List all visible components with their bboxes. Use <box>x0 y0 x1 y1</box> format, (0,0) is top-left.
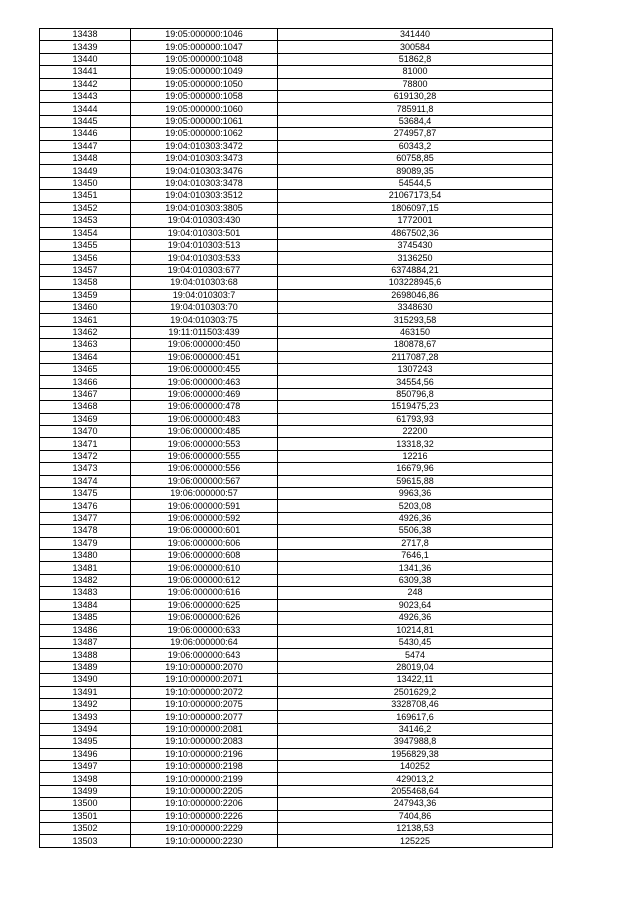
value-cell: 180878,67 <box>278 339 553 351</box>
row-number-cell: 13460 <box>40 301 131 313</box>
value-cell: 13422,11 <box>278 674 553 686</box>
cadastral-number-cell: 19:05:000000:1058 <box>131 91 278 103</box>
row-number-cell: 13463 <box>40 339 131 351</box>
value-cell: 4867502,36 <box>278 227 553 239</box>
value-cell: 1956829,38 <box>278 748 553 760</box>
table-row <box>40 202 553 214</box>
value-cell: 59615,88 <box>278 475 553 487</box>
cadastral-number-cell: 19:06:000000:643 <box>131 649 278 661</box>
cadastral-number-cell: 19:06:000000:469 <box>131 388 278 400</box>
value-cell: 1519475,23 <box>278 401 553 413</box>
cadastral-number-cell: 19:04:010303:3473 <box>131 153 278 165</box>
cadastral-number-cell: 19:10:000000:2205 <box>131 785 278 797</box>
value-cell: 60343,2 <box>278 140 553 152</box>
cadastral-number-cell: 19:05:000000:1046 <box>131 29 278 41</box>
row-number-cell: 13477 <box>40 512 131 524</box>
table-row <box>40 314 553 326</box>
table-row <box>40 835 553 847</box>
value-cell: 2501629,2 <box>278 686 553 698</box>
row-number-cell: 13444 <box>40 103 131 115</box>
row-number-cell: 13490 <box>40 674 131 686</box>
cadastral-number-cell: 19:04:010303:533 <box>131 252 278 264</box>
table-row <box>40 41 553 53</box>
row-number-cell: 13483 <box>40 587 131 599</box>
cadastral-number-cell: 19:10:000000:2072 <box>131 686 278 698</box>
table-row <box>40 153 553 165</box>
cadastral-number-cell: 19:06:000000:556 <box>131 463 278 475</box>
row-number-cell: 13491 <box>40 686 131 698</box>
value-cell: 60758,85 <box>278 153 553 165</box>
data-table <box>39 28 553 848</box>
table-row <box>40 773 553 785</box>
row-number-cell: 13439 <box>40 41 131 53</box>
cadastral-number-cell: 19:06:000000:592 <box>131 512 278 524</box>
value-cell: 5203,08 <box>278 500 553 512</box>
value-cell: 619130,28 <box>278 91 553 103</box>
cadastral-number-cell: 19:04:010303:3476 <box>131 165 278 177</box>
row-number-cell: 13440 <box>40 53 131 65</box>
row-number-cell: 13457 <box>40 264 131 276</box>
cadastral-number-cell: 19:06:000000:567 <box>131 475 278 487</box>
value-cell: 53684,4 <box>278 115 553 127</box>
table-row <box>40 376 553 388</box>
value-cell: 21067173,54 <box>278 190 553 202</box>
row-number-cell: 13474 <box>40 475 131 487</box>
cadastral-number-cell: 19:06:000000:608 <box>131 550 278 562</box>
cadastral-number-cell: 19:05:000000:1047 <box>131 41 278 53</box>
table-row <box>40 140 553 152</box>
table-row <box>40 438 553 450</box>
row-number-cell: 13454 <box>40 227 131 239</box>
table-row <box>40 190 553 202</box>
cadastral-number-cell: 19:06:000000:610 <box>131 562 278 574</box>
value-cell: 9963,36 <box>278 488 553 500</box>
table-row <box>40 277 553 289</box>
cadastral-number-cell: 19:05:000000:1060 <box>131 103 278 115</box>
cadastral-number-cell: 19:05:000000:1050 <box>131 78 278 90</box>
row-number-cell: 13462 <box>40 326 131 338</box>
table-row <box>40 264 553 276</box>
value-cell: 3348630 <box>278 301 553 313</box>
cadastral-number-cell: 19:10:000000:2071 <box>131 674 278 686</box>
table-row <box>40 785 553 797</box>
cadastral-number-cell: 19:10:000000:2230 <box>131 835 278 847</box>
row-number-cell: 13445 <box>40 115 131 127</box>
cadastral-number-cell: 19:06:000000:463 <box>131 376 278 388</box>
row-number-cell: 13461 <box>40 314 131 326</box>
table-row <box>40 537 553 549</box>
table-row <box>40 289 553 301</box>
value-cell: 125225 <box>278 835 553 847</box>
table-row <box>40 239 553 251</box>
table-row <box>40 66 553 78</box>
value-cell: 3947988,8 <box>278 736 553 748</box>
table-row <box>40 636 553 648</box>
table-row <box>40 624 553 636</box>
value-cell: 169617,6 <box>278 711 553 723</box>
table-row <box>40 103 553 115</box>
table-row <box>40 339 553 351</box>
row-number-cell: 13492 <box>40 698 131 710</box>
cadastral-number-cell: 19:06:000000:555 <box>131 450 278 462</box>
cadastral-number-cell: 19:06:000000:616 <box>131 587 278 599</box>
cadastral-number-cell: 19:04:010303:430 <box>131 215 278 227</box>
row-number-cell: 13472 <box>40 450 131 462</box>
value-cell: 315293,58 <box>278 314 553 326</box>
cadastral-number-cell: 19:06:000000:553 <box>131 438 278 450</box>
row-number-cell: 13494 <box>40 723 131 735</box>
cadastral-number-cell: 19:10:000000:2226 <box>131 810 278 822</box>
value-cell: 9023,64 <box>278 599 553 611</box>
row-number-cell: 13443 <box>40 91 131 103</box>
cadastral-number-cell: 19:06:000000:64 <box>131 636 278 648</box>
row-number-cell: 13502 <box>40 823 131 835</box>
row-number-cell: 13465 <box>40 363 131 375</box>
cadastral-number-cell: 19:10:000000:2081 <box>131 723 278 735</box>
table-row <box>40 177 553 189</box>
table-row <box>40 711 553 723</box>
table-row <box>40 91 553 103</box>
value-cell: 12216 <box>278 450 553 462</box>
cadastral-number-cell: 19:10:000000:2229 <box>131 823 278 835</box>
value-cell: 81000 <box>278 66 553 78</box>
table-row <box>40 599 553 611</box>
cadastral-number-cell: 19:05:000000:1049 <box>131 66 278 78</box>
row-number-cell: 13438 <box>40 29 131 41</box>
row-number-cell: 13470 <box>40 426 131 438</box>
value-cell: 2055468,64 <box>278 785 553 797</box>
table-row <box>40 823 553 835</box>
value-cell: 61793,93 <box>278 413 553 425</box>
cadastral-number-cell: 19:06:000000:612 <box>131 574 278 586</box>
value-cell: 140252 <box>278 760 553 772</box>
row-number-cell: 13489 <box>40 661 131 673</box>
row-number-cell: 13498 <box>40 773 131 785</box>
value-cell: 2117087,28 <box>278 351 553 363</box>
value-cell: 78800 <box>278 78 553 90</box>
value-cell: 785911,8 <box>278 103 553 115</box>
table-row <box>40 252 553 264</box>
row-number-cell: 13473 <box>40 463 131 475</box>
cadastral-number-cell: 19:04:010303:3478 <box>131 177 278 189</box>
cadastral-number-cell: 19:10:000000:2070 <box>131 661 278 673</box>
value-cell: 1341,36 <box>278 562 553 574</box>
value-cell: 3745430 <box>278 239 553 251</box>
row-number-cell: 13481 <box>40 562 131 574</box>
table-body <box>40 29 553 848</box>
row-number-cell: 13488 <box>40 649 131 661</box>
row-number-cell: 13456 <box>40 252 131 264</box>
cadastral-number-cell: 19:10:000000:2206 <box>131 798 278 810</box>
table-row <box>40 115 553 127</box>
value-cell: 4926,36 <box>278 612 553 624</box>
table-row <box>40 450 553 462</box>
value-cell: 2698046,86 <box>278 289 553 301</box>
table-row <box>40 587 553 599</box>
cadastral-number-cell: 19:04:010303:7 <box>131 289 278 301</box>
value-cell: 463150 <box>278 326 553 338</box>
row-number-cell: 13451 <box>40 190 131 202</box>
table-row <box>40 686 553 698</box>
row-number-cell: 13503 <box>40 835 131 847</box>
row-number-cell: 13485 <box>40 612 131 624</box>
row-number-cell: 13455 <box>40 239 131 251</box>
cadastral-number-cell: 19:04:010303:501 <box>131 227 278 239</box>
row-number-cell: 13484 <box>40 599 131 611</box>
row-number-cell: 13496 <box>40 748 131 760</box>
value-cell: 34146,2 <box>278 723 553 735</box>
table-row <box>40 748 553 760</box>
table-row <box>40 736 553 748</box>
value-cell: 341440 <box>278 29 553 41</box>
value-cell: 13318,32 <box>278 438 553 450</box>
cadastral-number-cell: 19:06:000000:483 <box>131 413 278 425</box>
value-cell: 12138,53 <box>278 823 553 835</box>
table-row <box>40 698 553 710</box>
cadastral-number-cell: 19:04:010303:75 <box>131 314 278 326</box>
cadastral-number-cell: 19:10:000000:2198 <box>131 760 278 772</box>
table-row <box>40 525 553 537</box>
table-row <box>40 674 553 686</box>
cadastral-number-cell: 19:05:000000:1061 <box>131 115 278 127</box>
cadastral-number-cell: 19:06:000000:450 <box>131 339 278 351</box>
row-number-cell: 13468 <box>40 401 131 413</box>
table-row <box>40 363 553 375</box>
cadastral-number-cell: 19:06:000000:625 <box>131 599 278 611</box>
table-row <box>40 661 553 673</box>
cadastral-number-cell: 19:10:000000:2196 <box>131 748 278 760</box>
table-row <box>40 810 553 822</box>
row-number-cell: 13442 <box>40 78 131 90</box>
value-cell: 28019,04 <box>278 661 553 673</box>
value-cell: 5506,38 <box>278 525 553 537</box>
cadastral-number-cell: 19:04:010303:677 <box>131 264 278 276</box>
value-cell: 89089,35 <box>278 165 553 177</box>
value-cell: 7646,1 <box>278 550 553 562</box>
row-number-cell: 13500 <box>40 798 131 810</box>
cadastral-number-cell: 19:06:000000:601 <box>131 525 278 537</box>
row-number-cell: 13467 <box>40 388 131 400</box>
table-row <box>40 500 553 512</box>
cadastral-number-cell: 19:06:000000:591 <box>131 500 278 512</box>
cadastral-number-cell: 19:05:000000:1062 <box>131 128 278 140</box>
cadastral-number-cell: 19:06:000000:57 <box>131 488 278 500</box>
value-cell: 22200 <box>278 426 553 438</box>
row-number-cell: 13452 <box>40 202 131 214</box>
table-row <box>40 550 553 562</box>
cadastral-number-cell: 19:06:000000:455 <box>131 363 278 375</box>
value-cell: 4926,36 <box>278 512 553 524</box>
table-row <box>40 574 553 586</box>
value-cell: 1806097,15 <box>278 202 553 214</box>
row-number-cell: 13469 <box>40 413 131 425</box>
row-number-cell: 13458 <box>40 277 131 289</box>
table-row <box>40 215 553 227</box>
table-row <box>40 401 553 413</box>
table-row <box>40 562 553 574</box>
table-row <box>40 512 553 524</box>
cadastral-number-cell: 19:10:000000:2083 <box>131 736 278 748</box>
value-cell: 3136250 <box>278 252 553 264</box>
cadastral-number-cell: 19:05:000000:1048 <box>131 53 278 65</box>
table-row <box>40 413 553 425</box>
value-cell: 2717,8 <box>278 537 553 549</box>
value-cell: 54544,5 <box>278 177 553 189</box>
table-row <box>40 612 553 624</box>
table-row <box>40 128 553 140</box>
row-number-cell: 13453 <box>40 215 131 227</box>
cadastral-number-cell: 19:06:000000:478 <box>131 401 278 413</box>
value-cell: 16679,96 <box>278 463 553 475</box>
value-cell: 1772001 <box>278 215 553 227</box>
cadastral-number-cell: 19:04:010303:513 <box>131 239 278 251</box>
row-number-cell: 13466 <box>40 376 131 388</box>
table-row <box>40 78 553 90</box>
table-row <box>40 798 553 810</box>
row-number-cell: 13450 <box>40 177 131 189</box>
table-row <box>40 723 553 735</box>
table-row <box>40 53 553 65</box>
table-row <box>40 488 553 500</box>
row-number-cell: 13471 <box>40 438 131 450</box>
table-row <box>40 29 553 41</box>
cadastral-number-cell: 19:06:000000:633 <box>131 624 278 636</box>
value-cell: 248 <box>278 587 553 599</box>
cadastral-number-cell: 19:06:000000:606 <box>131 537 278 549</box>
value-cell: 10214,81 <box>278 624 553 636</box>
table-row <box>40 463 553 475</box>
row-number-cell: 13464 <box>40 351 131 363</box>
cadastral-number-cell: 19:10:000000:2075 <box>131 698 278 710</box>
cadastral-number-cell: 19:04:010303:3805 <box>131 202 278 214</box>
cadastral-number-cell: 19:04:010303:68 <box>131 277 278 289</box>
table-row <box>40 326 553 338</box>
value-cell: 6309,38 <box>278 574 553 586</box>
cadastral-number-cell: 19:04:010303:3512 <box>131 190 278 202</box>
table-row <box>40 351 553 363</box>
row-number-cell: 13486 <box>40 624 131 636</box>
row-number-cell: 13501 <box>40 810 131 822</box>
value-cell: 7404,86 <box>278 810 553 822</box>
value-cell: 5474 <box>278 649 553 661</box>
row-number-cell: 13478 <box>40 525 131 537</box>
cadastral-number-cell: 19:06:000000:451 <box>131 351 278 363</box>
table-row <box>40 649 553 661</box>
cadastral-number-cell: 19:06:000000:485 <box>131 426 278 438</box>
value-cell: 34554,56 <box>278 376 553 388</box>
table-row <box>40 760 553 772</box>
value-cell: 274957,87 <box>278 128 553 140</box>
row-number-cell: 13475 <box>40 488 131 500</box>
row-number-cell: 13448 <box>40 153 131 165</box>
row-number-cell: 13446 <box>40 128 131 140</box>
row-number-cell: 13487 <box>40 636 131 648</box>
value-cell: 850796,8 <box>278 388 553 400</box>
value-cell: 429013,2 <box>278 773 553 785</box>
value-cell: 247943,36 <box>278 798 553 810</box>
row-number-cell: 13480 <box>40 550 131 562</box>
table-row <box>40 475 553 487</box>
row-number-cell: 13499 <box>40 785 131 797</box>
table-row <box>40 426 553 438</box>
table-row <box>40 388 553 400</box>
table-row <box>40 165 553 177</box>
value-cell: 1307243 <box>278 363 553 375</box>
value-cell: 51862,8 <box>278 53 553 65</box>
row-number-cell: 13497 <box>40 760 131 772</box>
value-cell: 103228945,6 <box>278 277 553 289</box>
row-number-cell: 13449 <box>40 165 131 177</box>
row-number-cell: 13459 <box>40 289 131 301</box>
value-cell: 6374884,21 <box>278 264 553 276</box>
row-number-cell: 13441 <box>40 66 131 78</box>
row-number-cell: 13447 <box>40 140 131 152</box>
cadastral-number-cell: 19:11:011503:439 <box>131 326 278 338</box>
cadastral-number-cell: 19:10:000000:2077 <box>131 711 278 723</box>
cadastral-number-cell: 19:04:010303:70 <box>131 301 278 313</box>
row-number-cell: 13493 <box>40 711 131 723</box>
row-number-cell: 13479 <box>40 537 131 549</box>
cadastral-number-cell: 19:04:010303:3472 <box>131 140 278 152</box>
table-row <box>40 301 553 313</box>
row-number-cell: 13482 <box>40 574 131 586</box>
row-number-cell: 13476 <box>40 500 131 512</box>
row-number-cell: 13495 <box>40 736 131 748</box>
value-cell: 300584 <box>278 41 553 53</box>
cadastral-number-cell: 19:06:000000:626 <box>131 612 278 624</box>
value-cell: 5430,45 <box>278 636 553 648</box>
table-row <box>40 227 553 239</box>
cadastral-number-cell: 19:10:000000:2199 <box>131 773 278 785</box>
value-cell: 3328708,46 <box>278 698 553 710</box>
